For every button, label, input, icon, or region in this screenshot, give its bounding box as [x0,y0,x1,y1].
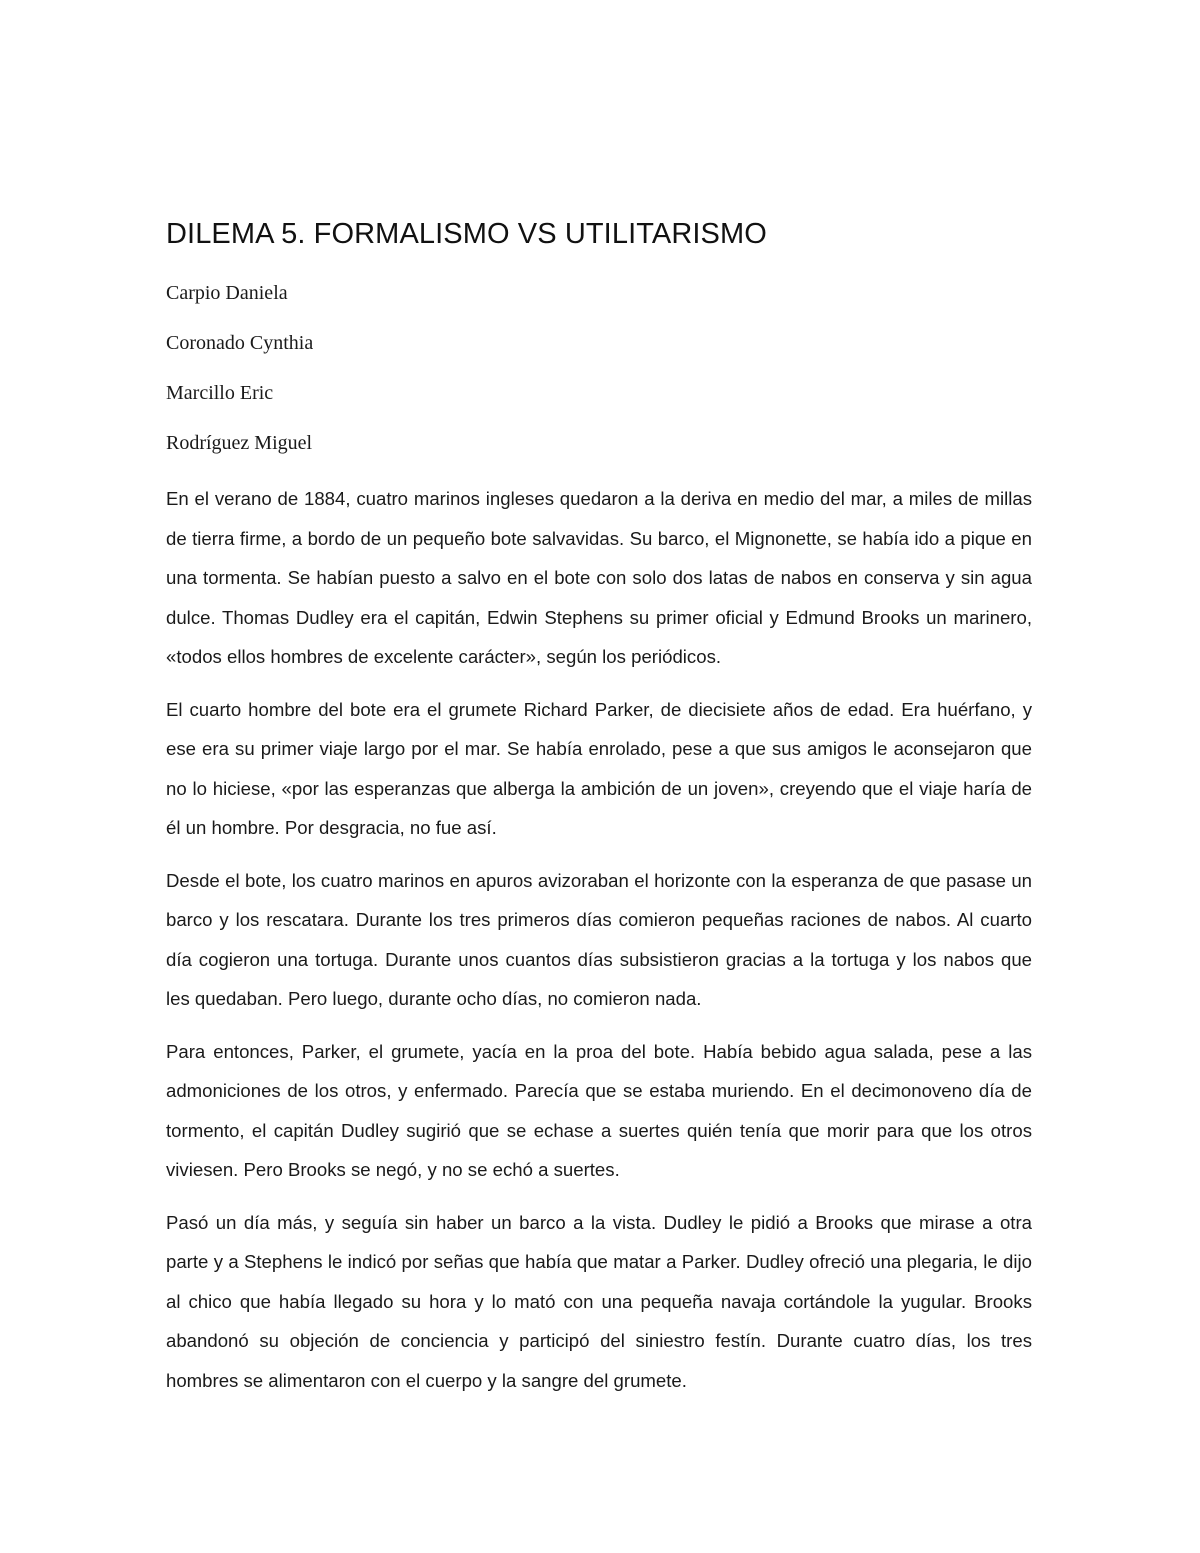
document-body [166,214,1032,1413]
author-name: Coronado Cynthia [166,332,314,354]
author-name: Rodríguez Miguel [166,432,313,454]
body-paragraph: Pasó un día más, y seguía sin haber un barco a la vista. Dudley le pidió a Brooks que mirase a otra parte y a Stephens le indicó por señas que había que matar a Parker. Dudley ofreció una plegaria, le dijo al chico que había llegado su hora y lo mató con una pequeña navaja cortándole la yugular. Brooks abandonó su objeción de conciencia y participó del siniestro festín. Durante cuatro días, los tres hombres se alimentaron con el cuerpo y la sangre del grumete. [166,1211,1032,1391]
author-name: Carpio Daniela [166,282,288,304]
document-title: DILEMA 5. FORMALISMO VS UTILITARISMO [166,218,767,250]
body-paragraph: Para entonces, Parker, el grumete, yacía en la proa del bote. Había bebido agua salada, pese a las admoniciones de los otros, y enfermado. Parecía que se estaba muriendo. En el decimonoveno día de tormento, el capitán Dudley sugirió que se echase a suertes quién tenía que morir para que los otros viviesen. Pero Brooks se negó, y no se echó a suertes. [166,1040,1032,1180]
body-paragraph: El cuarto hombre del bote era el grumete Richard Parker, de diecisiete años de edad. Era huérfano, y ese era su primer viaje largo por el mar. Se había enrolado, pese a que sus amigos le aconsejaron que no lo hiciese, «por las esperanzas que alberga la ambición de un joven», creyendo que el viaje haría de él un hombre. Por desgracia, no fue así. [166,698,1032,838]
author-name: Marcillo Eric [166,382,274,404]
body-paragraph: En el verano de 1884, cuatro marinos ingleses quedaron a la deriva en medio del mar, a miles de millas de tierra firme, a bordo de un pequeño bote salvavidas. Su barco, el Mignonette, se había ido a pique en una tormenta. Se habían puesto a salvo en el bote con solo dos latas de nabos en conserva y sin agua dulce. Thomas Dudley era el capitán, Edwin Stephens su primer oficial y Edmund Brooks un marinero, «todos ellos hombres de excelente carácter», según los periódicos. [166,488,1032,667]
body-paragraph: Desde el bote, los cuatro marinos en apuros avizoraban el horizonte con la esperanza de que pasase un barco y los rescatara. Durante los tres primeros días comieron pequeñas raciones de nabos. Al cuarto día cogieron una tortuga. Durante unos cuantos días subsistieron gracias a la tortuga y los nabos que les quedaban. Pero luego, durante ocho días, no comieron nada. [166,869,1032,1009]
